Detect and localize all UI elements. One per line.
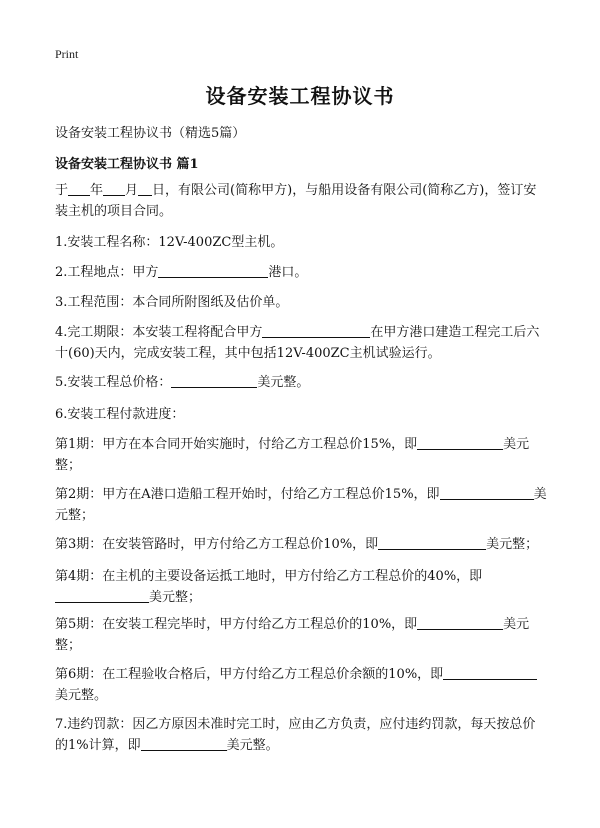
item-4-suffix: 在甲方港口建造工程完工后六十(60)天内，完成安装工程，其中包括12V-400ZC主机试验运行。 (55, 325, 540, 361)
payment-phase-5 (55, 614, 547, 656)
item-4-text: 4.完工期限：本安装工程将配合甲方 (55, 325, 263, 340)
blank-field (440, 485, 534, 500)
phase-6-text: 第6期：在工程验收合格后，甲方付给乙方工程总价余额的10%，即 (55, 667, 444, 682)
item-7-suffix: 美元整。 (226, 738, 279, 753)
payment-phase-6 (55, 664, 547, 706)
blank-field (68, 181, 90, 196)
document-title: 设备安装工程协议书 (205, 84, 395, 108)
phase-1-text: 第1期：甲方在本合同开始实施时，付给乙方工程总价15%，即 (55, 437, 418, 452)
phase-5-text: 第5期：在安装工程完毕时，甲方付给乙方工程总价的10%，即 (55, 617, 418, 632)
phase-5-suffix: 美元整； (55, 617, 530, 653)
item-6: 6.安装工程付款进度： (55, 407, 185, 422)
intro-text-b: 年 (90, 183, 104, 198)
phase-1-suffix: 美元整； (55, 437, 530, 473)
payment-phase-4 (55, 566, 547, 608)
item-5 (55, 372, 547, 393)
item-3: 3.工程范围：本合同所附图纸及估价单。 (55, 295, 289, 310)
blank-field (171, 373, 257, 388)
item-2 (55, 262, 547, 283)
blank-field (55, 588, 149, 603)
print-label: Print (55, 47, 79, 61)
blank-field (141, 736, 227, 751)
phase-2-text: 第2期：甲方在A港口造船工程开始时，付给乙方工程总价15%，即 (55, 487, 440, 502)
item-2-suffix: 港口。 (268, 265, 308, 280)
document-subtitle: 设备安装工程协议书（精选5篇） (55, 126, 246, 141)
blank-field (158, 263, 268, 278)
phase-6-suffix: 美元整。 (55, 688, 108, 703)
intro-paragraph (55, 180, 547, 222)
intro-text-c: 月 (125, 183, 139, 198)
payment-phase-2 (55, 484, 547, 526)
blank-field (103, 181, 125, 196)
payment-phase-3 (55, 534, 547, 555)
blank-field (378, 535, 486, 550)
phase-3-suffix: 美元整； (486, 537, 539, 552)
section-heading: 设备安装工程协议书 篇1 (55, 157, 199, 172)
item-2-text: 2.工程地点：甲方 (55, 265, 159, 280)
blank-field (443, 665, 537, 680)
intro-text-a: 于 (55, 183, 69, 198)
blank-field (262, 323, 370, 338)
item-5-suffix: 美元整。 (257, 375, 310, 390)
phase-3-text: 第3期：在安装管路时，甲方付给乙方工程总价10%，即 (55, 537, 379, 552)
phase-4-text: 第4期：在主机的主要设备运抵工地时，甲方付给乙方工程总价的40%，即 (55, 569, 483, 584)
item-1: 1.安装工程名称：12V-400ZC型主机。 (55, 235, 284, 250)
phase-4-suffix: 美元整； (149, 590, 202, 605)
payment-phase-1 (55, 434, 547, 476)
blank-field (138, 181, 152, 196)
phase-2-suffix: 美元整； (55, 487, 547, 523)
item-5-text: 5.安装工程总价格： (55, 375, 172, 390)
intro-text-d: 日，有限公司(简称甲方)，与船用设备有限公司(简称乙方)，签订安装主机的项目合同。 (55, 183, 537, 219)
item-4 (55, 322, 547, 364)
blank-field (417, 435, 503, 450)
item-7 (55, 714, 547, 756)
blank-field (417, 615, 503, 630)
item-7-text: 7.违约罚款：因乙方原因未准时完工时，应由乙方负责，应付违约罚款，每天按总价的1%计算，即 (55, 717, 536, 753)
